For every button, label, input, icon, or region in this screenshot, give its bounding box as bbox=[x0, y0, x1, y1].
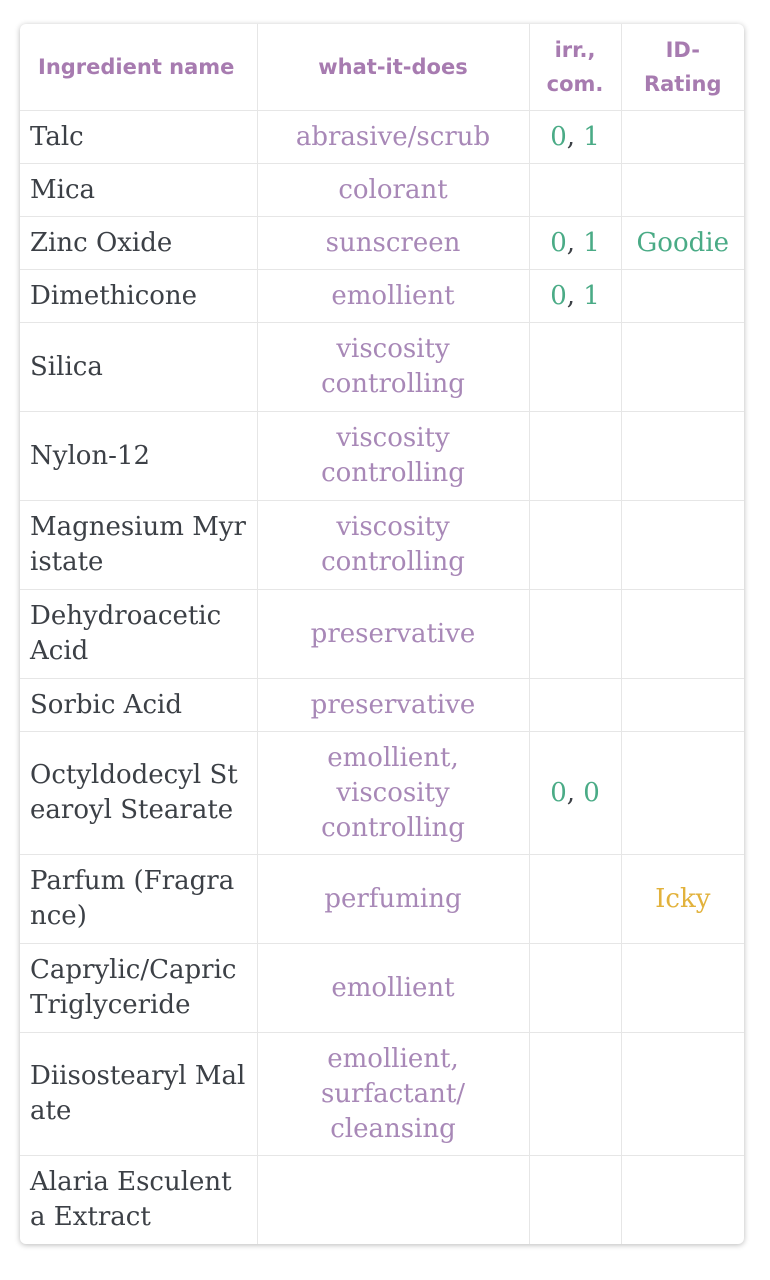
ingredient-function[interactable]: emollient, viscosity controlling bbox=[257, 732, 529, 855]
ingredient-name[interactable] bbox=[20, 323, 257, 412]
ingredient-function[interactable]: viscosity controlling bbox=[257, 323, 529, 412]
ingredient-name[interactable] bbox=[20, 1156, 257, 1245]
ingredient-name[interactable] bbox=[20, 590, 257, 679]
table-row bbox=[20, 111, 744, 164]
ingredient-name-text[interactable]: Dehydroacetic Acid bbox=[30, 601, 222, 666]
comma-separator: , bbox=[566, 280, 584, 311]
ingredient-function[interactable]: colorant bbox=[257, 164, 529, 217]
id-rating-cell bbox=[621, 1156, 744, 1245]
ingredient-function bbox=[257, 1156, 529, 1245]
ingredient-name[interactable] bbox=[20, 1033, 257, 1156]
ingredient-function[interactable]: preservative bbox=[257, 590, 529, 679]
table-row bbox=[20, 1033, 744, 1156]
ingredient-name[interactable] bbox=[20, 732, 257, 855]
comedogenicity-value: 1 bbox=[583, 280, 600, 311]
comma-separator: , bbox=[566, 121, 584, 152]
ingredient-name[interactable] bbox=[20, 501, 257, 590]
irr-com-cell bbox=[529, 111, 621, 164]
irr-com-cell bbox=[529, 732, 621, 855]
table-row bbox=[20, 323, 744, 412]
ingredient-name[interactable] bbox=[20, 111, 257, 164]
ingredient-name-text[interactable]: Sorbic Acid bbox=[30, 689, 182, 720]
comedogenicity-value: 1 bbox=[583, 121, 600, 152]
id-rating-cell bbox=[621, 164, 744, 217]
ingredient-name-text[interactable]: Diisostearyl Malate bbox=[30, 1061, 246, 1126]
ingredient-name-text[interactable]: Dimethicone bbox=[30, 280, 198, 311]
comedogenicity-value: 1 bbox=[583, 227, 600, 258]
id-rating-cell bbox=[621, 590, 744, 679]
irr-com-cell bbox=[529, 217, 621, 270]
id-rating-goodie[interactable]: Goodie bbox=[621, 217, 744, 270]
table-row bbox=[20, 1156, 744, 1245]
id-rating-cell bbox=[621, 679, 744, 732]
ingredient-name-text[interactable]: Talc bbox=[30, 121, 84, 152]
header-ingredient-name[interactable]: Ingredient name bbox=[20, 24, 257, 111]
table-row bbox=[20, 164, 744, 217]
irr-com-cell bbox=[529, 855, 621, 944]
ingredient-name[interactable] bbox=[20, 270, 257, 323]
irritancy-value: 0 bbox=[550, 280, 567, 311]
ingredient-name-text[interactable]: Parfum (Fragrance) bbox=[30, 866, 235, 931]
ingredient-function[interactable]: viscosity controlling bbox=[257, 412, 529, 501]
table-row bbox=[20, 217, 744, 270]
table-row bbox=[20, 944, 744, 1033]
ingredient-table-card bbox=[20, 24, 744, 1244]
ingredient-function[interactable]: viscosity controlling bbox=[257, 501, 529, 590]
table-row bbox=[20, 270, 744, 323]
irritancy-value: 0 bbox=[550, 777, 567, 808]
ingredient-function[interactable]: emollient bbox=[257, 944, 529, 1033]
ingredient-name[interactable] bbox=[20, 679, 257, 732]
header-irr-com[interactable]: irr., com. bbox=[529, 24, 621, 111]
table-row bbox=[20, 679, 744, 732]
table-row bbox=[20, 412, 744, 501]
ingredient-function[interactable]: perfuming bbox=[257, 855, 529, 944]
ingredient-function[interactable]: abrasive/scrub bbox=[257, 111, 529, 164]
irr-com-cell bbox=[529, 501, 621, 590]
comma-separator: , bbox=[566, 777, 584, 808]
ingredient-name-text[interactable]: Alaria Esculenta Extract bbox=[30, 1167, 232, 1232]
ingredient-name-text[interactable]: Octyldodecyl Stearoyl Stearate bbox=[30, 760, 238, 825]
irr-com-cell bbox=[529, 270, 621, 323]
ingredient-name-text[interactable]: Magnesium Myristate bbox=[30, 512, 246, 577]
comedogenicity-value: 0 bbox=[583, 777, 600, 808]
table-row bbox=[20, 855, 744, 944]
ingredient-table bbox=[20, 24, 744, 1244]
id-rating-cell bbox=[621, 111, 744, 164]
table-header-row bbox=[20, 24, 744, 111]
id-rating-cell bbox=[621, 323, 744, 412]
id-rating-cell bbox=[621, 732, 744, 855]
irr-com-cell bbox=[529, 590, 621, 679]
ingredient-name[interactable] bbox=[20, 217, 257, 270]
irr-com-cell bbox=[529, 679, 621, 732]
id-rating-cell bbox=[621, 944, 744, 1033]
irritancy-value: 0 bbox=[550, 227, 567, 258]
id-rating-cell bbox=[621, 412, 744, 501]
ingredient-function[interactable]: emollient bbox=[257, 270, 529, 323]
ingredient-name-text[interactable]: Nylon-12 bbox=[30, 440, 151, 471]
irr-com-cell bbox=[529, 164, 621, 217]
ingredient-name[interactable] bbox=[20, 944, 257, 1033]
ingredient-function[interactable]: preservative bbox=[257, 679, 529, 732]
table-row bbox=[20, 501, 744, 590]
irr-com-cell bbox=[529, 1033, 621, 1156]
id-rating-cell bbox=[621, 501, 744, 590]
id-rating-icky[interactable]: Icky bbox=[621, 855, 744, 944]
ingredient-name[interactable] bbox=[20, 412, 257, 501]
irr-com-cell bbox=[529, 944, 621, 1033]
irr-com-cell bbox=[529, 1156, 621, 1245]
ingredient-name-text[interactable]: Silica bbox=[30, 351, 103, 382]
ingredient-name-text[interactable]: Mica bbox=[30, 174, 95, 205]
ingredient-name[interactable] bbox=[20, 164, 257, 217]
irr-com-cell bbox=[529, 412, 621, 501]
header-id-rating[interactable]: ID-Rating bbox=[621, 24, 744, 111]
id-rating-cell bbox=[621, 270, 744, 323]
ingredient-name[interactable] bbox=[20, 855, 257, 944]
ingredient-name-text[interactable]: Zinc Oxide bbox=[30, 227, 173, 258]
ingredient-name-text[interactable]: Caprylic/Capric Triglyceride bbox=[30, 955, 237, 1020]
header-what-it-does[interactable]: what-it-does bbox=[257, 24, 529, 111]
id-rating-cell bbox=[621, 1033, 744, 1156]
irr-com-cell bbox=[529, 323, 621, 412]
table-row bbox=[20, 590, 744, 679]
ingredient-function[interactable]: emollient, surfactant/ cleansing bbox=[257, 1033, 529, 1156]
comma-separator: , bbox=[566, 227, 584, 258]
ingredient-function[interactable]: sunscreen bbox=[257, 217, 529, 270]
table-row bbox=[20, 732, 744, 855]
irritancy-value: 0 bbox=[550, 121, 567, 152]
